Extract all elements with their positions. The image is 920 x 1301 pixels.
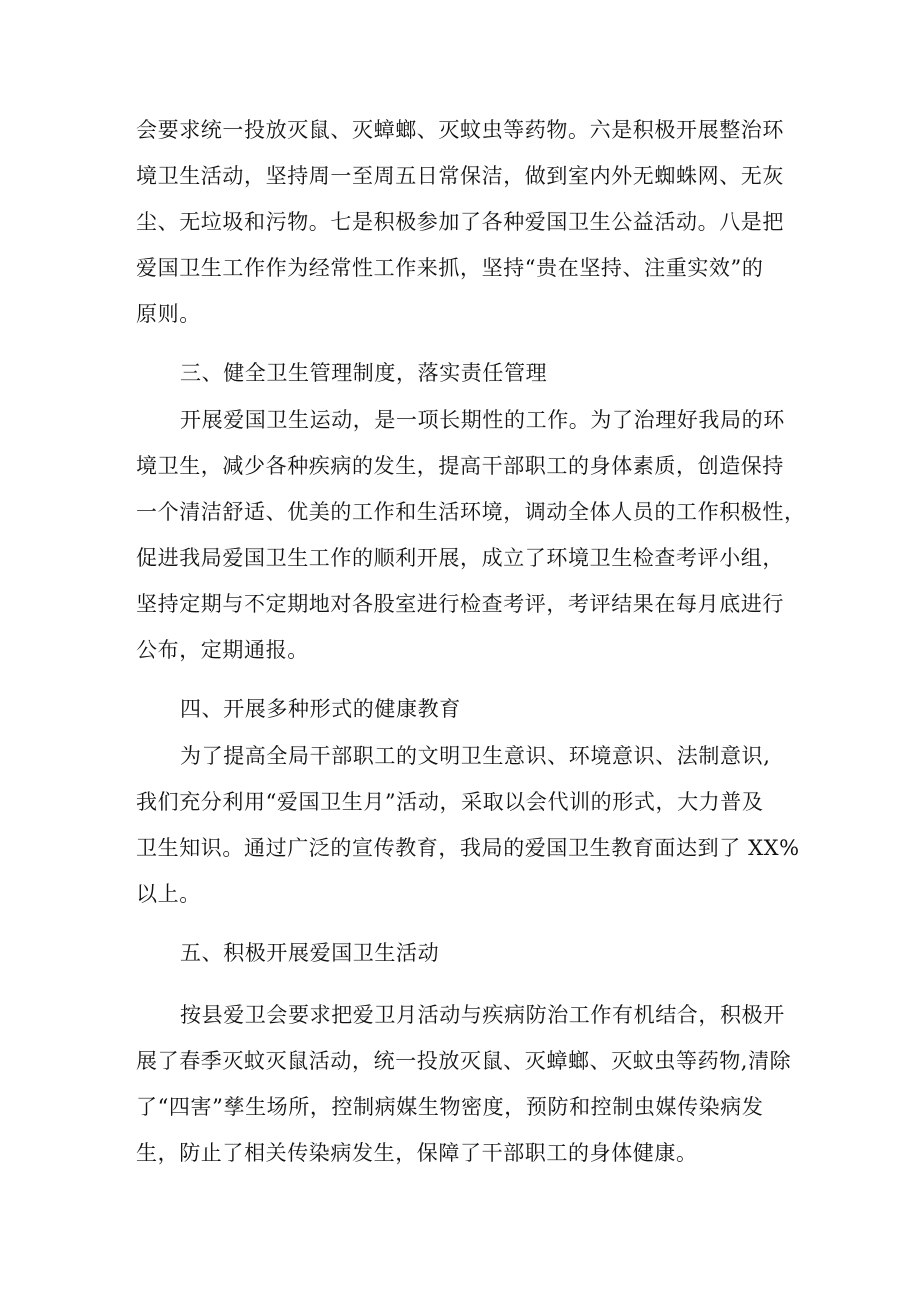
text-line: 为了提高全局干部职工的文明卫生意识、环境意识、法制意识,	[180, 744, 771, 768]
text-line: 按县爱卫会要求把爱卫月活动与疾病防治工作有机结合，积极开	[180, 1003, 785, 1027]
text-line: 爱国卫生工作作为经常性工作来抓，坚持“贵在坚持、注重实效”的	[136, 256, 764, 280]
text-line: 会要求统一投放灭鼠、灭蟑螂、灭蚊虫等药物。六是积极开展整治环	[136, 118, 784, 142]
text-line: 我们充分利用“爱国卫生月”活动，采取以会代训的形式，大力普及	[136, 790, 764, 814]
text-line: 了“四害”孳生场所，控制病媒生物密度，预防和控制虫媒传染病发	[136, 1095, 764, 1119]
section-heading-4: 四、开展多种形式的健康教育	[180, 697, 461, 721]
text-line: 一个清洁舒适、优美的工作和生活环境，调动全体人员的工作积极性，	[136, 500, 806, 524]
text-line: 展了春季灭蚊灭鼠活动，统一投放灭鼠、灭蟑螂、灭蚊虫等药物,清除	[136, 1049, 792, 1073]
text-line: 卫生知识。通过广泛的宣传教育，我局的爱国卫生教育面达到了 XX%	[136, 836, 800, 860]
section-heading-5: 五、积极开展爱国卫生活动	[180, 941, 440, 965]
section-heading-3: 三、健全卫生管理制度，落实责任管理	[180, 361, 548, 385]
text-line: 坚持定期与不定期地对各股室进行检查考评，考评结果在每月底进行	[136, 592, 784, 616]
text-line: 原则。	[136, 302, 201, 326]
text-line: 促进我局爱国卫生工作的顺利开展，成立了环境卫生检查考评小组，	[136, 546, 784, 570]
text-line: 境卫生，减少各种疾病的发生，提高干部职工的身体素质，创造保持	[136, 454, 784, 478]
text-line: 开展爱国卫生运动，是一项长期性的工作。为了治理好我局的环	[180, 408, 785, 432]
text-line: 生，防止了相关传染病发生，保障了干部职工的身体健康。	[136, 1141, 698, 1165]
text-line: 公布，定期通报。	[136, 638, 309, 662]
text-line: 境卫生活动，坚持周一至周五日常保洁，做到室内外无蜘蛛网、无灰	[136, 164, 784, 188]
text-line: 以上。	[136, 882, 201, 906]
text-line: 尘、无垃圾和污物。七是积极参加了各种爱国卫生公益活动。八是把	[136, 210, 784, 234]
